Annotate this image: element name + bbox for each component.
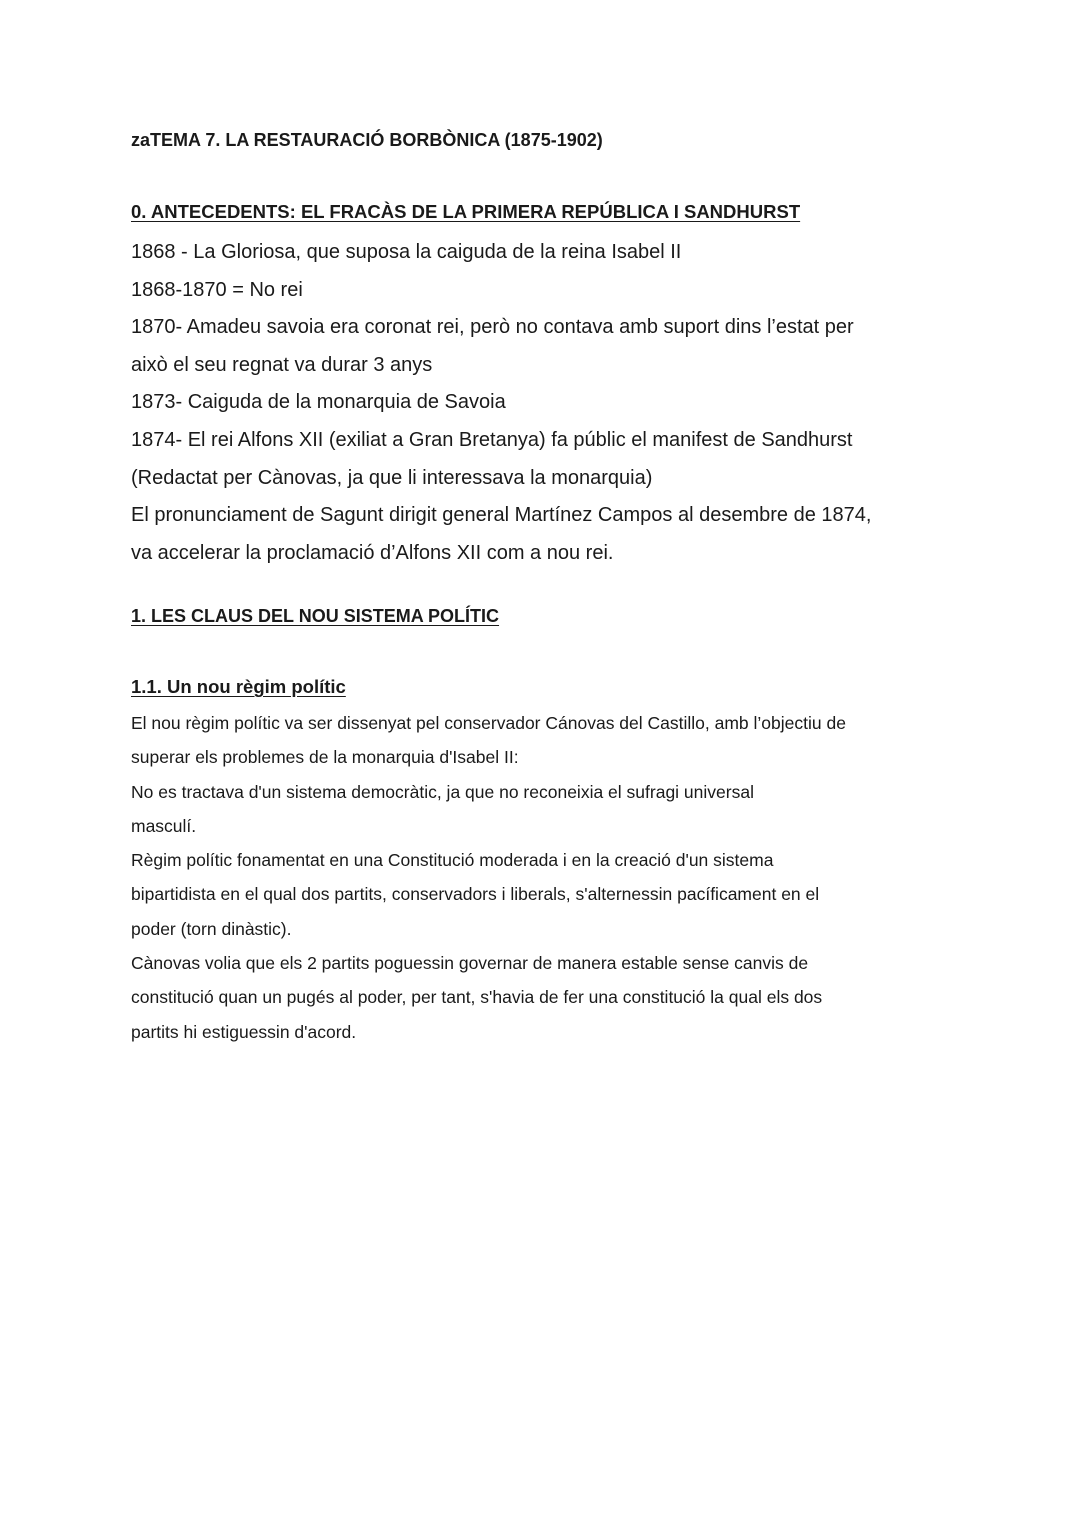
- paragraph-line: 1868 - La Gloriosa, que suposa la caiguda de la reina Isabel II: [131, 241, 682, 263]
- paragraph-line: 1870- Amadeu savoia era coronat rei, però no contava amb suport dins l’estat per: [131, 316, 854, 339]
- paragraph-line: masculí.: [131, 815, 197, 836]
- section-antecedents-heading: 0. ANTECEDENTS: EL FRACÀS DE LA PRIMERA REPÚBLICA I SANDHURST: [131, 201, 801, 222]
- paragraph-line: 1868-1870 = No rei: [131, 278, 303, 301]
- paragraph-line: superar els problemes de la monarquia d'Isabel II:: [131, 747, 519, 768]
- paragraph-line: (Redactat per Cànovas, ja que li interessava la monarquia): [131, 466, 653, 489]
- document-title: zaTEMA 7. LA RESTAURACIÓ BORBÒNICA (1875-1902): [131, 130, 603, 150]
- section-antecedents: [131, 200, 961, 572]
- paragraph-line: El pronunciament de Sagunt dirigit general Martínez Campos al desembre de 1874,: [131, 504, 872, 527]
- paragraph-line: Règim polític fonamentat en una Constitució moderada i en la creació d'un sistema: [131, 850, 774, 871]
- paragraph-line: constitució quan un pugés al poder, per tant, s'havia de fer una constitució la qual els dos: [131, 987, 823, 1008]
- paragraph-line: partits hi estiguessin d'acord.: [131, 1021, 357, 1042]
- paragraph-line: No es tractava d'un sistema democràtic, ja que no reconeixia el sufragi universal: [131, 781, 754, 802]
- section-nou-regim-heading: 1.1. Un nou règim polític: [131, 676, 346, 697]
- paragraph-line: això el seu regnat va durar 3 anys: [131, 353, 433, 376]
- paragraph-line: bipartidista en el qual dos partits, conservadors i liberals, s'alternessin pacíficament en el: [131, 884, 820, 905]
- paragraph-line: El nou règim polític va ser dissenyat pel conservador Cánovas del Castillo, amb l’objectiu de: [131, 713, 846, 733]
- section-claus-heading: 1. LES CLAUS DEL NOU SISTEMA POLÍTIC: [131, 606, 500, 626]
- paragraph-line: 1873- Caiguda de la monarquia de Savoia: [131, 391, 506, 414]
- section-nou-regim: [131, 674, 961, 1049]
- paragraph-line: va accelerar la proclamació d’Alfons XII com a nou rei.: [131, 541, 614, 564]
- paragraph-line: Cànovas volia que els 2 partits poguessin governar de manera estable sense canvis de: [131, 953, 809, 974]
- paragraph-line: poder (torn dinàstic).: [131, 918, 292, 939]
- paragraph-line: 1874- El rei Alfons XII (exiliat a Gran Bretanya) fa públic el manifest de Sandhurst: [131, 428, 853, 451]
